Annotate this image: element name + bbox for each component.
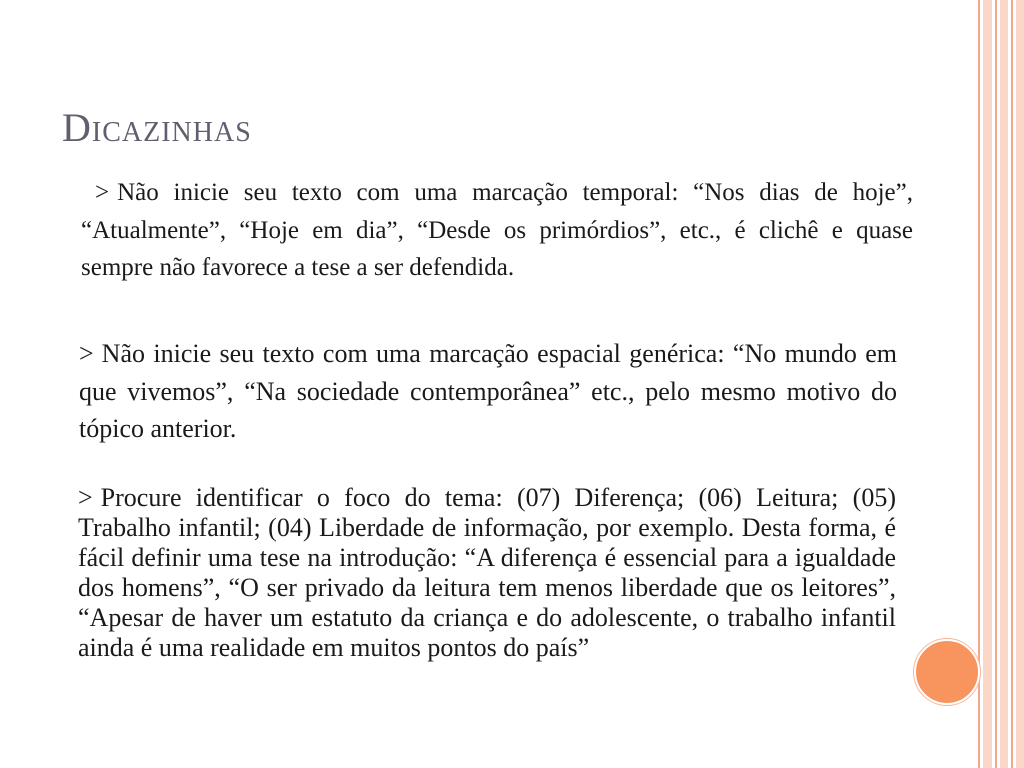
bullet-marker: > xyxy=(95,179,110,206)
decorative-stripe xyxy=(1011,0,1013,768)
decorative-stripe xyxy=(978,0,980,768)
decorative-stripe xyxy=(983,0,992,768)
tip-paragraph-1 xyxy=(81,174,913,287)
bullet-marker: > xyxy=(78,483,93,512)
bullet-marker: > xyxy=(79,339,94,368)
decorative-stripe xyxy=(1016,0,1024,768)
decorative-stripe xyxy=(995,0,997,768)
decorative-circle xyxy=(914,639,980,705)
tip-text: Não inicie seu texto com uma marcação espacial genérica: “No mundo em que vivemos”, “Na sociedade contemporânea” etc., pelo mesmo motivo do tópico anterior. xyxy=(79,339,897,443)
tip-paragraph-3 xyxy=(78,483,896,663)
decorative-stripe xyxy=(1000,0,1008,768)
tip-text: Procure identificar o foco do tema: (07) Diferença; (06) Leitura; (05) Trabalho infantil; (04) Liberdade de informação, por exemplo. Desta forma, é fácil definir uma tese na introdução: “A diferença é essencial para a igualdade dos homens”, “O ser privado da leitura tem menos liberdade que os leitores”, “Apesar de haver um estatuto da criança e do adolescente, o trabalho infantil ainda é uma realidade em muitos pontos do país” xyxy=(78,483,896,662)
tip-paragraph-2 xyxy=(79,335,897,448)
slide-title: Dicazinhas xyxy=(62,105,252,150)
tip-text: Não inicie seu texto com uma marcação temporal: “Nos dias de hoje”, “Atualmente”, “Hoje em dia”, “Desde os primórdios”, etc., é clichê e quase sempre não favorece a tese a ser defendida. xyxy=(81,179,913,281)
